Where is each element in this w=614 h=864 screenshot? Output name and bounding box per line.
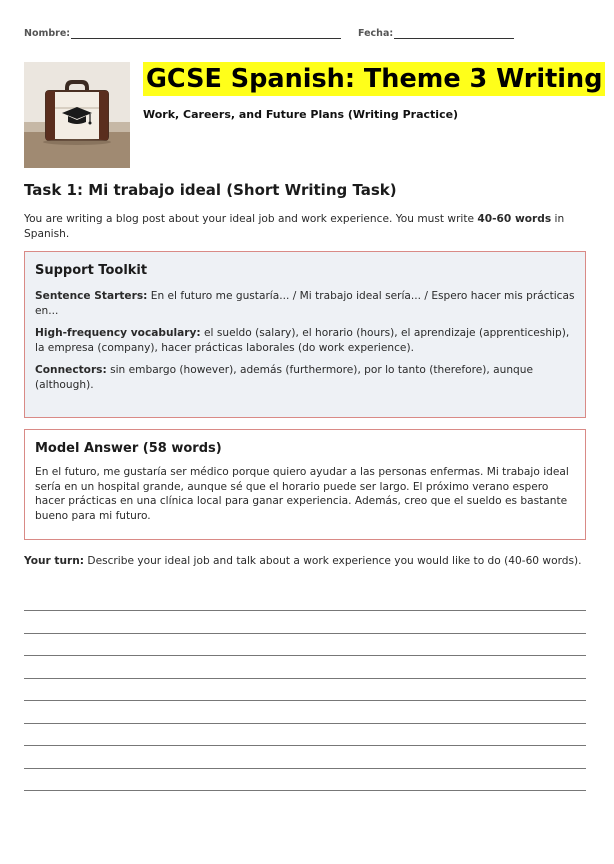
toolkit-item-label: Sentence Starters: [35, 290, 148, 302]
task-intro [24, 212, 584, 241]
toolkit-item-vocabulary [35, 326, 575, 355]
model-answer-box [24, 429, 586, 540]
briefcase-with-graduation-cap-icon [24, 62, 130, 168]
toolkit-item-text: sin embargo (however), además (furthermore), por lo tanto (therefore), aunque (although). [35, 364, 534, 391]
model-answer-title: Model Answer (58 words) [35, 441, 222, 456]
name-line [71, 29, 341, 39]
writing-line[interactable] [24, 610, 586, 611]
writing-line[interactable] [24, 633, 586, 634]
intro-word-count: 40-60 words [477, 213, 552, 225]
writing-line[interactable] [24, 678, 586, 679]
name-field[interactable] [24, 28, 341, 39]
toolkit-title: Support Toolkit [35, 263, 148, 278]
writing-line[interactable] [24, 655, 586, 656]
intro-text-before: You are writing a blog post about your ideal job and work experience. You must write [24, 213, 478, 225]
writing-line[interactable] [24, 768, 586, 769]
toolkit-item-text: En el futuro me gustaría... / Mi trabajo ideal sería... / Espero hacer mis prácticas en... [35, 290, 575, 317]
toolkit-item-label: Connectors: [35, 364, 107, 376]
writing-line[interactable] [24, 790, 586, 791]
writing-line[interactable] [24, 723, 586, 724]
intro-text-after: in Spanish. [24, 213, 565, 240]
toolkit-item-label: High-frequency vocabulary: [35, 327, 201, 339]
name-label: Nombre: [24, 28, 71, 39]
model-answer-text: En el futuro, me gustaría ser médico porque quiero ayudar a las personas enfermas. Mi trabajo ideal sería en un hospital grande, aunque sé que el horario puede ser largo. El próximo verano espero hacer prácticas en una clínica local para ganar experiencia. Además, creo que el sueldo es bastante bueno para mi futuro. [35, 466, 569, 522]
your-turn-label: Your turn: [24, 555, 85, 567]
name-date-row [24, 28, 594, 42]
page-title: GCSE Spanish: Theme 3 Writing [143, 62, 605, 96]
writing-line[interactable] [24, 700, 586, 701]
your-turn-text: Describe your ideal job and talk about a work experience you would like to do (40-60 words). [84, 555, 582, 567]
page-subtitle: Work, Careers, and Future Plans (Writing Practice) [143, 108, 459, 121]
date-field[interactable] [358, 28, 514, 39]
date-label: Fecha: [358, 28, 394, 39]
toolkit-item-sentence-starters [35, 289, 575, 318]
date-line [394, 29, 514, 39]
your-turn-instructions [24, 554, 584, 569]
writing-line[interactable] [24, 745, 586, 746]
task-title: Task 1: Mi trabajo ideal (Short Writing Task) [24, 181, 397, 199]
support-toolkit-box [24, 251, 586, 418]
toolkit-item-text: el sueldo (salary), el horario (hours), el aprendizaje (apprenticeship), la empresa (company), hacer prácticas laborales (do work experience). [35, 327, 570, 354]
toolkit-item-connectors [35, 363, 575, 392]
